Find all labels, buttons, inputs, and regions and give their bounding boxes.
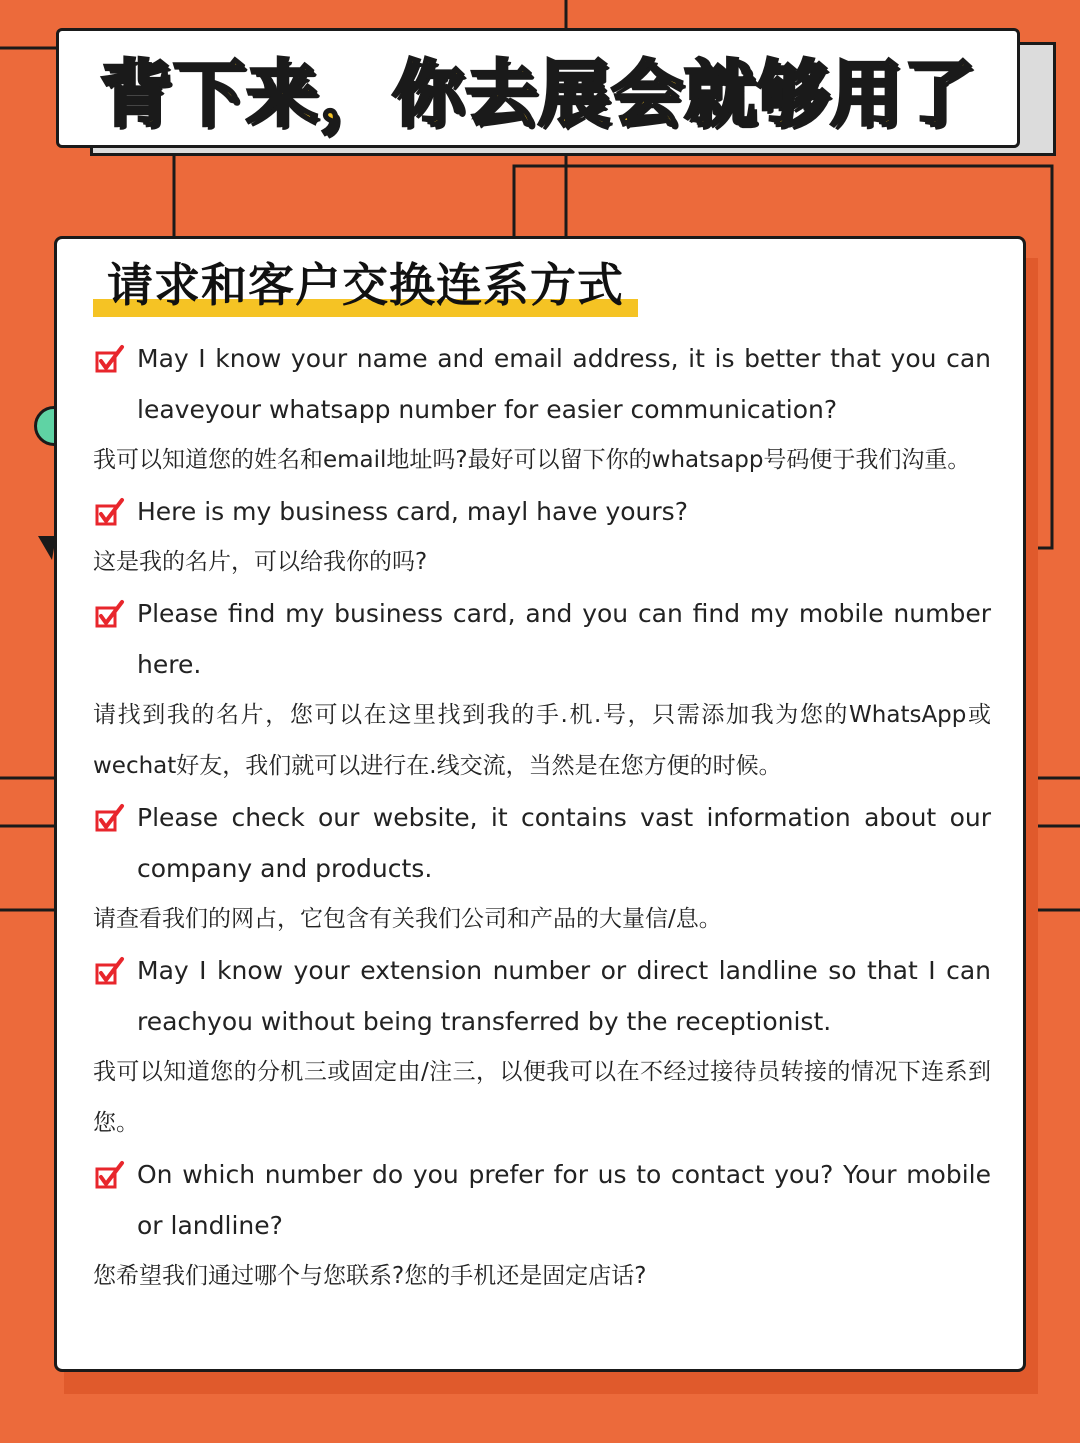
page-title: 背下来，你去展会就够用了: [99, 52, 976, 136]
phrase-english-text: Please find my business card, and you can find my mobile number here.: [137, 599, 991, 679]
phrase-chinese: 请找到我的名片，您可以在这里找到我的手.机.号，只需添加我为您的WhatsApp或wechat好友，我们就可以进行在.线交流，当然是在您方便的时候。: [93, 702, 991, 779]
phrase-english: [93, 588, 991, 690]
phrase-chinese: 请查看我们的网占，它包含有关我们公司和产品的大量信/息。: [93, 906, 722, 932]
title-banner: [56, 28, 1020, 148]
phrase-english: [93, 1149, 991, 1251]
phrase-english-text: May I know your name and email address, it is better that you can leaveyour whatsapp number for easier communication?: [137, 344, 991, 424]
checkbox-checked-icon: [95, 956, 125, 986]
phrase-english: [93, 486, 991, 537]
phrase-english-text: Here is my business card, mayl have yours?: [137, 497, 688, 526]
phrase-english-text: On which number do you prefer for us to contact you? Your mobile or landline?: [137, 1160, 991, 1240]
checkbox-checked-icon: [95, 599, 125, 629]
phrase-chinese: 我可以知道您的分机三或固定由/注三，以便我可以在不经过接待员转接的情况下连系到您。: [93, 1059, 991, 1136]
phrase-chinese: 这是我的名片，可以给我你的吗?: [93, 549, 428, 575]
checkbox-checked-icon: [95, 497, 125, 527]
phrase-card: [54, 236, 1026, 1372]
phrase-chinese: 我可以知道您的姓名和email地址吗?最好可以留下你的whatsapp号码便于我们沟重。: [93, 447, 971, 473]
checkbox-checked-icon: [95, 1160, 125, 1190]
phrase-english: [93, 945, 991, 1047]
phrase-chinese: 您希望我们通过哪个与您联系?您的手机还是固定店话?: [93, 1263, 647, 1289]
phrase-english-text: Please check our website, it contains vast information about our company and products.: [137, 803, 991, 883]
checkbox-checked-icon: [95, 344, 125, 374]
section-title: 请求和客户交换连系方式: [93, 253, 638, 317]
phrase-english-text: May I know your extension number or direct landline so that I can reachyou without being transferred by the receptionist.: [137, 956, 991, 1036]
phrase-list: [93, 333, 991, 1302]
checkbox-checked-icon: [95, 803, 125, 833]
phrase-english: [93, 333, 991, 435]
phrase-english: [93, 792, 991, 894]
